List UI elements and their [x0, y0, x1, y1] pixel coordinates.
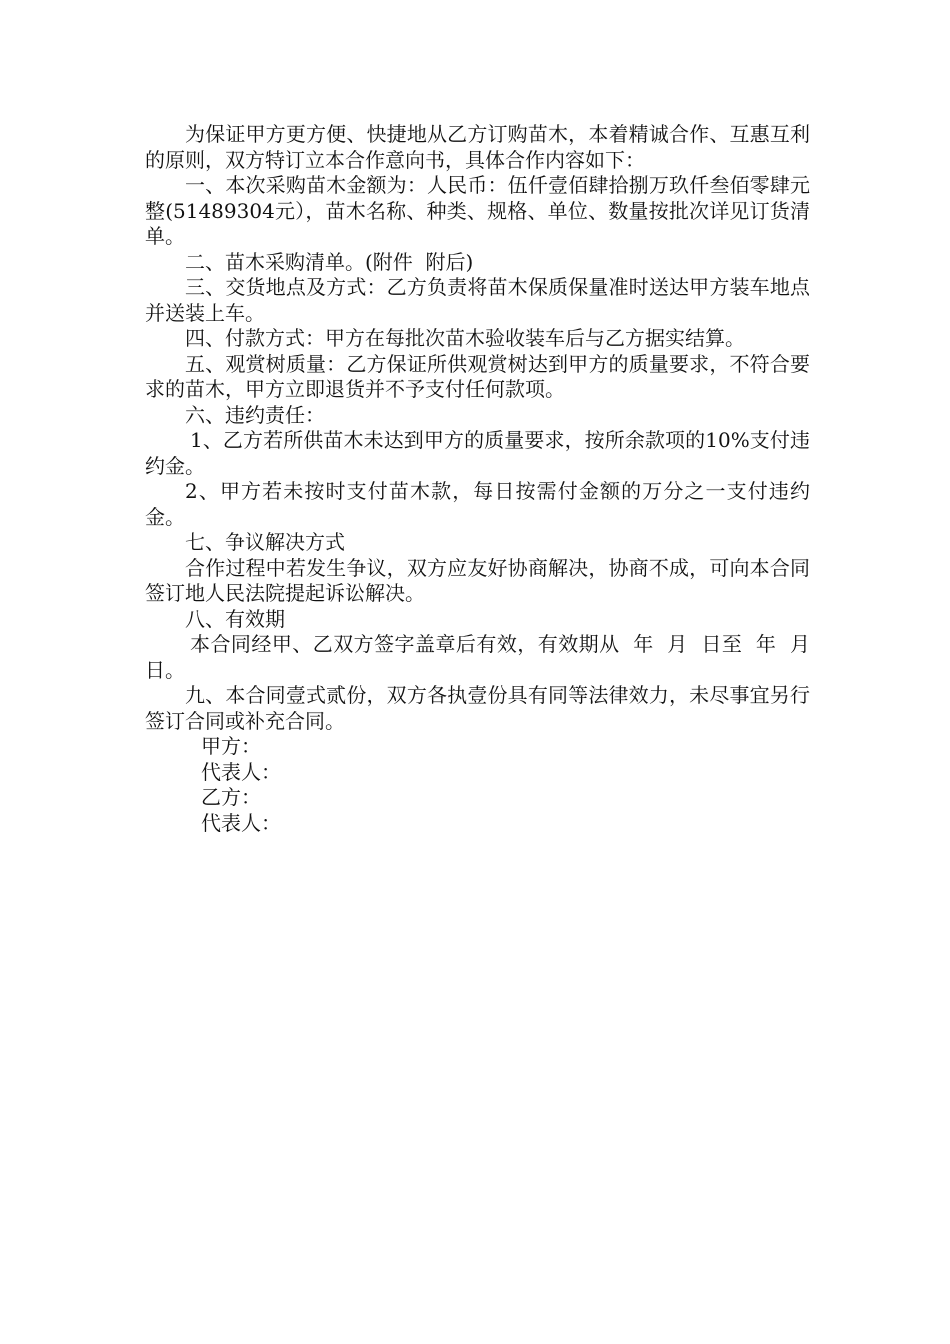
clause-6-liability: 六、违约责任： [185, 402, 325, 427]
clause-6-item-1: 1、乙方若所供苗木未达到甲方的质量要求，按所余款项的10%支付违约金。 [145, 428, 810, 478]
clause-9-copies: 九、本合同壹式贰份，双方各执壹份具有同等法律效力，未尽事宜另行签订合同或补充合同。 [145, 683, 810, 733]
clause-1-amount: 一、本次采购苗木金额为：人民币：伍仟壹佰肆拾捌万玖仟叁佰零肆元整(51489304元），苗木名称、种类、规格、单位、数量按批次详见订货清单。 [145, 173, 810, 248]
party-b-label: 乙方： [201, 785, 261, 809]
contract-body [145, 122, 823, 836]
clause-4-payment: 四、付款方式：甲方在每批次苗木验收装车后与乙方据实结算。 [185, 326, 745, 350]
clause-7-text: 合作过程中若发生争议，双方应友好协商解决，协商不成，可向本合同签订地人民法院提起诉讼解决。 [145, 555, 810, 605]
clause-8-validity: 八、有效期 [185, 606, 285, 631]
party-b-representative: 代表人： [201, 810, 281, 835]
clause-2-list: 二、苗木采购清单。(附件 附后) [185, 249, 474, 274]
clause-7-dispute: 七、争议解决方式 [185, 530, 345, 554]
intro-paragraph: 为保证甲方更方便、快捷地从乙方订购苗木，本着精诚合作、互惠互利的原则，双方特订立本合作意向书，具体合作内容如下： [145, 122, 810, 172]
party-a-label: 甲方： [201, 734, 261, 758]
clause-5-quality: 五、观赏树质量：乙方保证所供观赏树达到甲方的质量要求，不符合要求的苗木，甲方立即退货并不予支付任何款项。 [145, 351, 810, 401]
clause-3-delivery: 三、交货地点及方式：乙方负责将苗木保质保量准时送达甲方装车地点并送装上车。 [145, 275, 810, 325]
party-a-representative: 代表人： [201, 759, 281, 784]
clause-6-item-2: 2、甲方若未按时支付苗木款，每日按需付金额的万分之一支付违约金。 [145, 479, 810, 529]
clause-8-text: 本合同经甲、乙双方签字盖章后有效，有效期从 年 月 日至 年 月 日。 [145, 632, 823, 682]
